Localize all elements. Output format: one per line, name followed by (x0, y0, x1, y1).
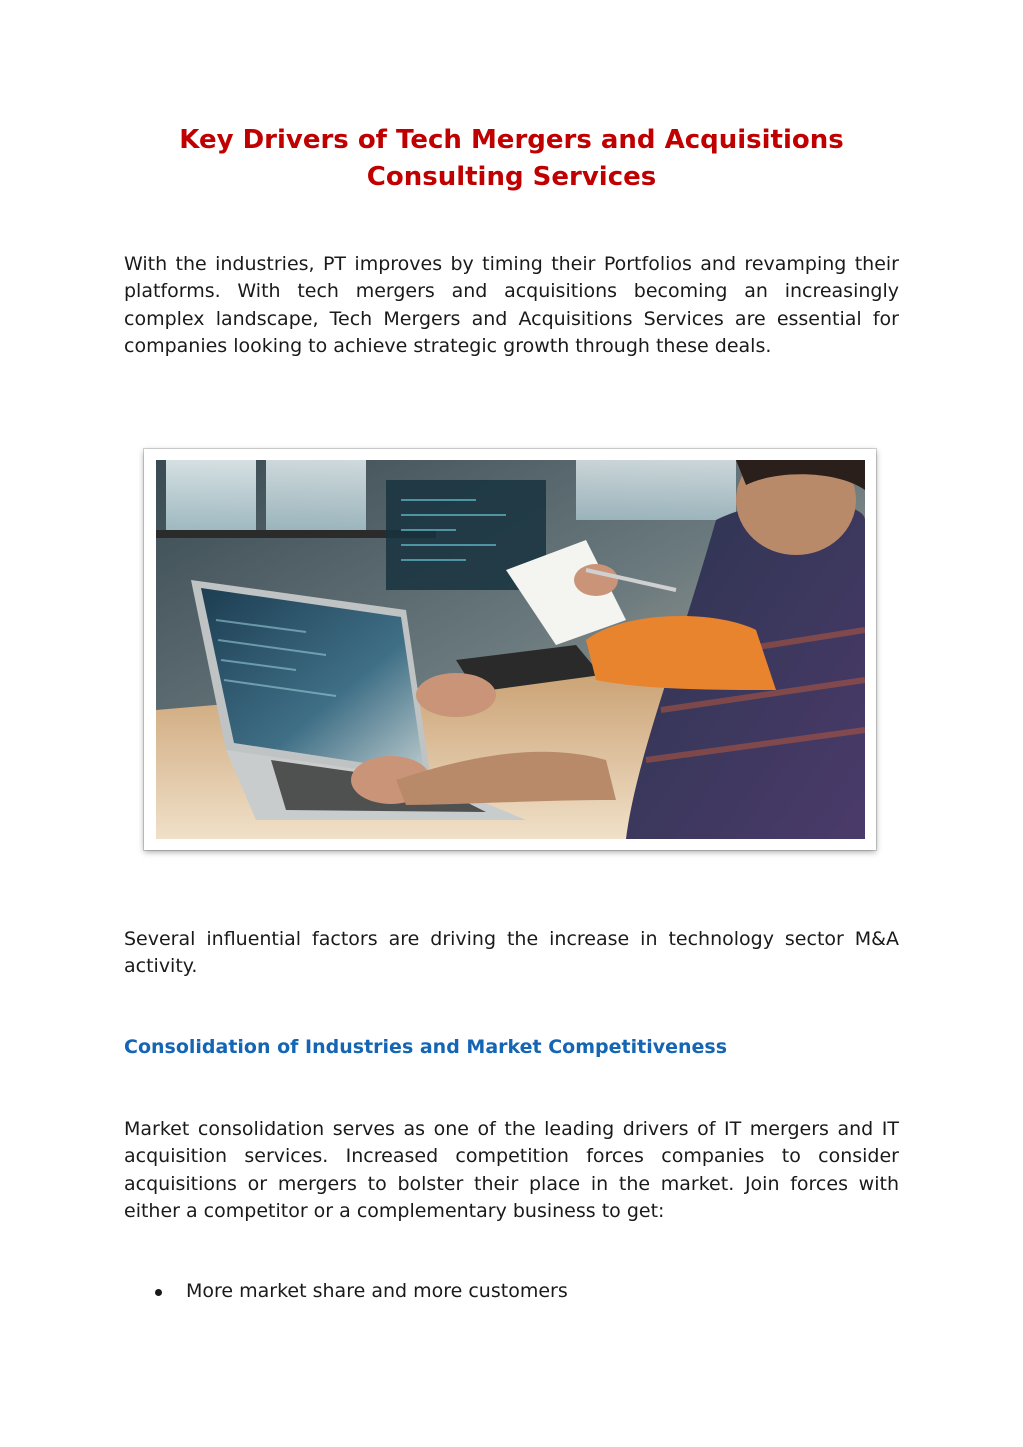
bullet-list (150, 1278, 568, 1305)
framed-photo (144, 449, 876, 850)
consolidation-paragraph: Market consolidation serves as one of the leading drivers of IT mergers and IT acquisition services. Increased competition forces companies to consider acquisitions or mergers to bolster their place in the market. Join forces with either a competitor or a complementary business to get: (124, 1118, 899, 1223)
list-item (150, 1278, 568, 1305)
people-working-at-laptop-photo (156, 460, 865, 839)
factors-paragraph: Several influential factors are driving the increase in technology sector M&A activity. (124, 928, 899, 978)
page-title-line-1: Key Drivers of Tech Mergers and Acquisitions (179, 125, 844, 155)
section-heading: Consolidation of Industries and Market Competitiveness (124, 1036, 728, 1058)
page-title-line-2: Consulting Services (366, 162, 657, 192)
page-title (100, 122, 923, 196)
list-item-text: More market share and more customers (186, 1280, 568, 1302)
bullet-icon (155, 1289, 162, 1296)
intro-paragraph: With the industries, PT improves by timing their Portfolios and revamping their platforms. With tech mergers and acquisitions becoming an increasingly complex landscape, Tech Mergers and Acquisitions Services are essential for companies looking to achieve strategic growth through these deals. (124, 253, 899, 358)
